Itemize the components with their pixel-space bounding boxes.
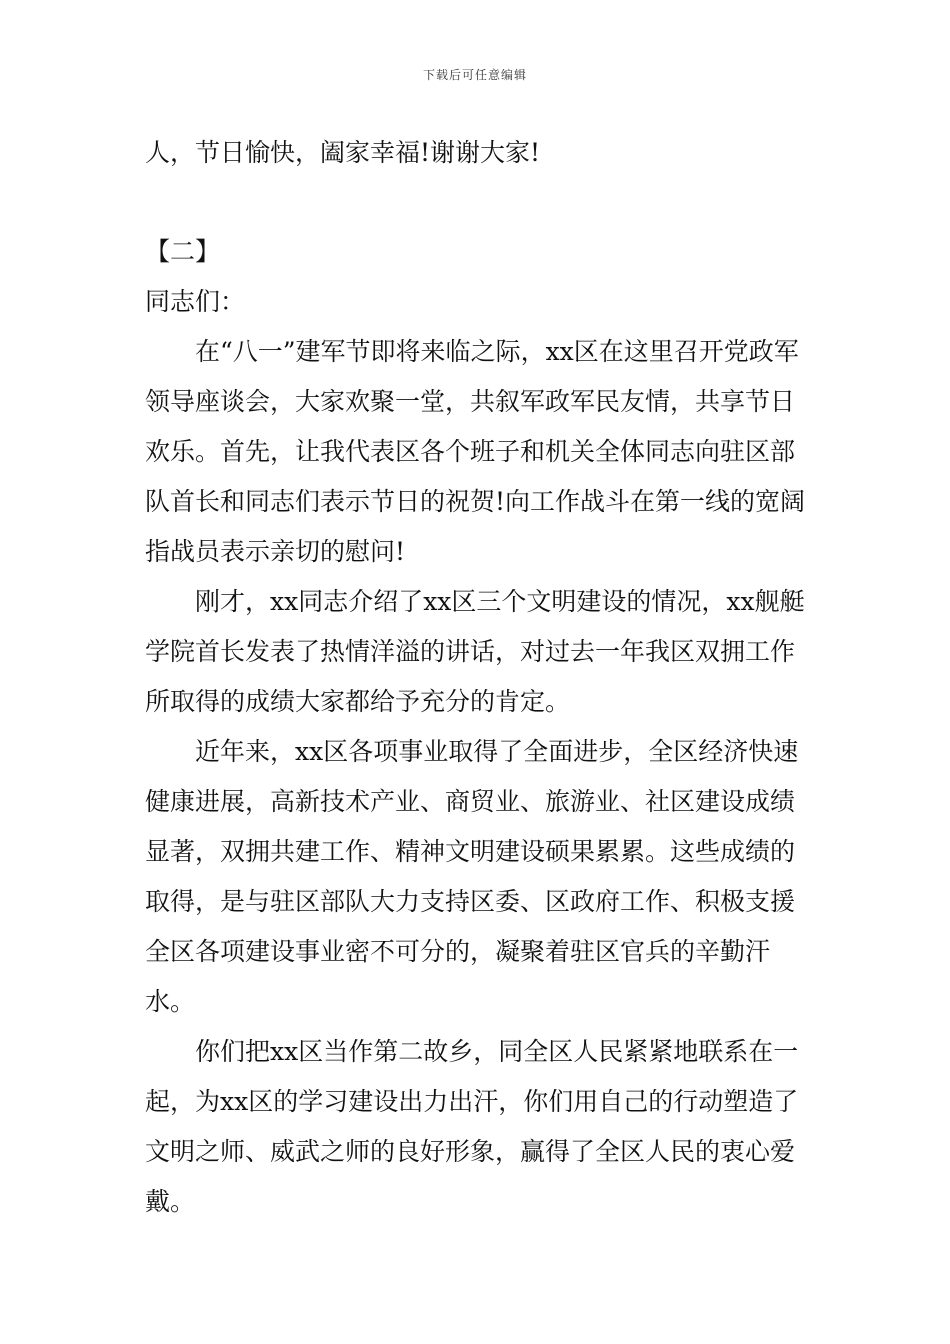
page-header: 下载后可任意编辑 bbox=[422, 68, 527, 82]
paragraph-2: 刚才，xx同志介绍了xx区三个文明建设的情况，xx舰艇学院首长发表了热情洋溢的讲话，对过去一年我区双拥工作所取得的成绩大家都给予充分的肯定。 bbox=[145, 587, 805, 716]
paragraph-4: 你们把xx区当作第二故乡，同全区人民紧紧地联系在一起，为xx区的学习建设出力出汗，你们用自己的行动塑造了文明之师、威武之师的良好形象，赢得了全区人民的衷心爱戴。 bbox=[145, 1037, 799, 1216]
paragraph-1: 在“八一”建军节即将来临之际，xx区在这里召开党政军领导座谈会，大家欢聚一堂，共叙军政军民友情，共享节日欢乐。首先，让我代表区各个班子和机关全体同志向驻区部队首长和同志们表示节日的祝贺!向工作战斗在第一线的宽阔指战员表示亲切的慰问! bbox=[145, 337, 806, 566]
greeting: 同志们： bbox=[145, 287, 246, 316]
section-title: 【二】 bbox=[145, 237, 221, 266]
closing-line: 人，节日愉快，阖家幸福!谢谢大家! bbox=[145, 138, 541, 167]
paragraph-3: 近年来，xx区各项事业取得了全面进步，全区经济快速健康进展，高新技术产业、商贸业、旅游业、社区建设成绩显著，双拥共建工作、精神文明建设硕果累累。这些成绩的取得，是与驻区部队大力支持区委、区政府工作、积极支援全区各项建设事业密不可分的，凝聚着驻区官兵的辛勤汗水。 bbox=[145, 737, 799, 1016]
